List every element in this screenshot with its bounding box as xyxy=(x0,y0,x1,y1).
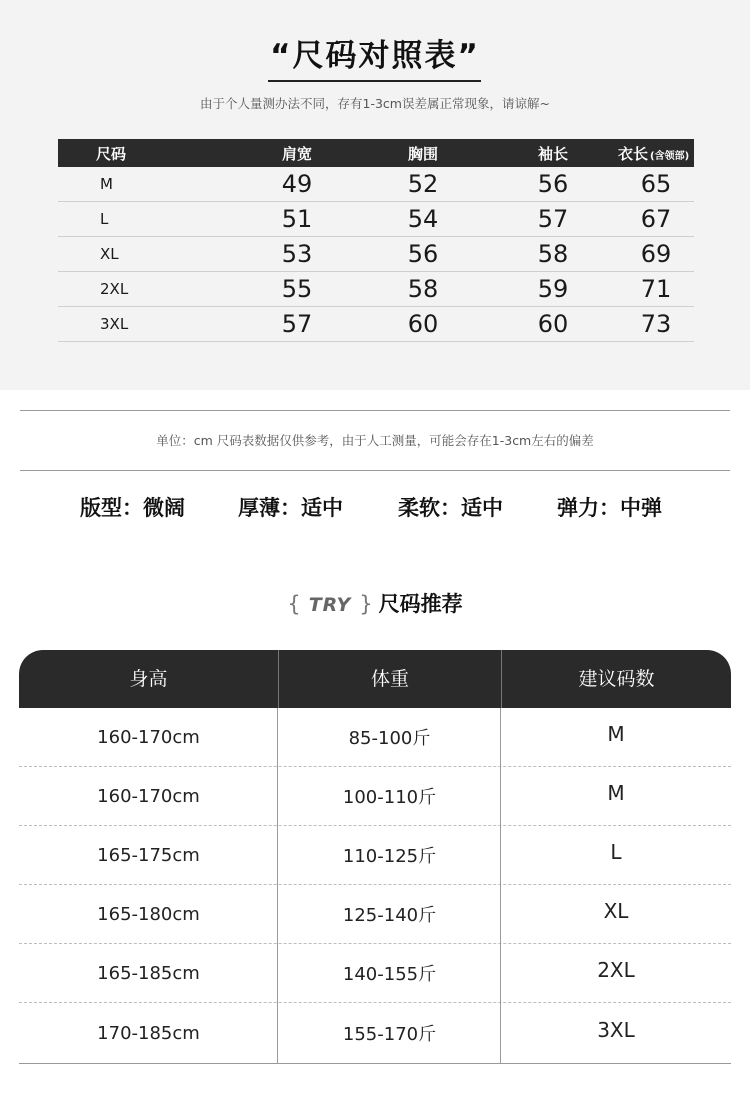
sleeve-cell: 58 xyxy=(537,240,569,268)
height-cell: 160-170cm xyxy=(97,785,200,807)
unit-note: 单位：cm 尺码表数据仅供参考，由于人工测量，可能会存在1-3cm左右的偏差 xyxy=(156,433,594,448)
table-row xyxy=(19,885,731,944)
attribute-softness xyxy=(398,492,503,522)
length-cell: 65 xyxy=(640,170,672,198)
recommendation-header-row xyxy=(19,650,731,708)
shoulder-cell: 49 xyxy=(281,170,313,198)
header-size: 尺码 xyxy=(96,144,127,163)
header-chest: 胸围 xyxy=(407,144,438,163)
height-cell: 165-175cm xyxy=(97,844,200,866)
attribute-label: 版型： xyxy=(80,496,143,520)
shoulder-cell: 51 xyxy=(281,205,313,233)
divider xyxy=(20,410,730,411)
table-row xyxy=(58,307,694,342)
header-suggested-size: 建议码数 xyxy=(501,650,731,708)
height-cell: 170-185cm xyxy=(97,1022,200,1044)
weight-cell: 110-125斤 xyxy=(342,846,437,867)
length-cell: 73 xyxy=(640,310,672,338)
chest-cell: 52 xyxy=(407,170,439,198)
size-chart-panel xyxy=(0,0,750,390)
table-row xyxy=(19,944,731,1003)
size-chart-title: “尺码对照表” xyxy=(270,38,480,74)
attribute-thickness xyxy=(238,492,343,522)
size-cell: XL xyxy=(603,899,629,923)
size-cell: 2XL xyxy=(597,958,635,982)
height-cell: 160-170cm xyxy=(97,726,200,748)
size-cell: L xyxy=(100,210,109,228)
header-length xyxy=(618,143,694,164)
header-sleeve: 袖长 xyxy=(537,144,568,163)
sleeve-cell: 60 xyxy=(537,310,569,338)
recommendation-title xyxy=(0,588,750,618)
sleeve-cell: 59 xyxy=(537,275,569,303)
attribute-value: 适中 xyxy=(461,496,503,520)
table-row xyxy=(58,272,694,307)
sleeve-cell: 56 xyxy=(537,170,569,198)
weight-cell: 100-110斤 xyxy=(342,787,437,808)
height-cell: 165-185cm xyxy=(97,962,200,984)
attribute-elasticity xyxy=(557,492,662,522)
size-cell: M xyxy=(607,781,625,805)
header-height: 身高 xyxy=(129,668,168,690)
chest-cell: 56 xyxy=(407,240,439,268)
weight-cell: 125-140斤 xyxy=(342,905,437,926)
divider xyxy=(20,470,730,471)
size-chart-subtitle: 由于个人量测办法不同，存有1-3cm误差属正常现象，请谅解~ xyxy=(200,96,550,111)
weight-cell: 85-100斤 xyxy=(348,728,431,749)
column-divider xyxy=(500,708,501,1064)
size-cell: M xyxy=(100,175,113,193)
table-row xyxy=(19,767,731,826)
table-row xyxy=(19,826,731,885)
size-cell: 3XL xyxy=(597,1018,635,1042)
header-length-note: (含领部) xyxy=(650,150,690,162)
try-label: TRY xyxy=(308,594,352,616)
size-cell: 3XL xyxy=(100,315,129,333)
column-divider xyxy=(277,708,278,1064)
attribute-label: 弹力： xyxy=(557,496,620,520)
length-cell: 69 xyxy=(640,240,672,268)
table-row xyxy=(58,237,694,272)
table-row xyxy=(19,1003,731,1064)
size-cell: L xyxy=(610,840,622,864)
fabric-attributes xyxy=(0,492,750,522)
attribute-value: 微阔 xyxy=(143,496,185,520)
weight-cell: 140-155斤 xyxy=(342,964,437,985)
table-row xyxy=(19,708,731,767)
header-weight: 体重 xyxy=(278,650,501,708)
attribute-label: 厚薄： xyxy=(238,496,301,520)
chest-cell: 60 xyxy=(407,310,439,338)
attribute-value: 中弹 xyxy=(620,496,662,520)
height-cell: 165-180cm xyxy=(97,903,200,925)
recommendation-body xyxy=(19,708,731,1064)
length-cell: 67 xyxy=(640,205,672,233)
header-length-label: 衣长 xyxy=(618,144,649,163)
shoulder-cell: 57 xyxy=(281,310,313,338)
weight-cell: 155-170斤 xyxy=(342,1024,437,1045)
attribute-value: 适中 xyxy=(301,496,343,520)
attribute-fit xyxy=(80,492,185,522)
size-chart-table xyxy=(58,139,694,342)
chest-cell: 58 xyxy=(407,275,439,303)
title-underline xyxy=(268,80,481,82)
shoulder-cell: 55 xyxy=(281,275,313,303)
chest-cell: 54 xyxy=(407,205,439,233)
size-cell: XL xyxy=(100,245,119,263)
table-row xyxy=(58,202,694,237)
recommendation-heading: 尺码推荐 xyxy=(378,592,463,616)
header-shoulder: 肩宽 xyxy=(281,144,312,163)
sleeve-cell: 57 xyxy=(537,205,569,233)
attribute-label: 柔软： xyxy=(398,496,461,520)
size-cell: M xyxy=(607,722,625,746)
brace-close: } xyxy=(359,592,373,616)
size-chart-header-row xyxy=(58,139,694,167)
brace-open: { xyxy=(287,592,301,616)
size-cell: 2XL xyxy=(100,280,129,298)
table-row xyxy=(58,167,694,202)
recommendation-table xyxy=(19,650,731,1064)
length-cell: 71 xyxy=(640,275,672,303)
shoulder-cell: 53 xyxy=(281,240,313,268)
